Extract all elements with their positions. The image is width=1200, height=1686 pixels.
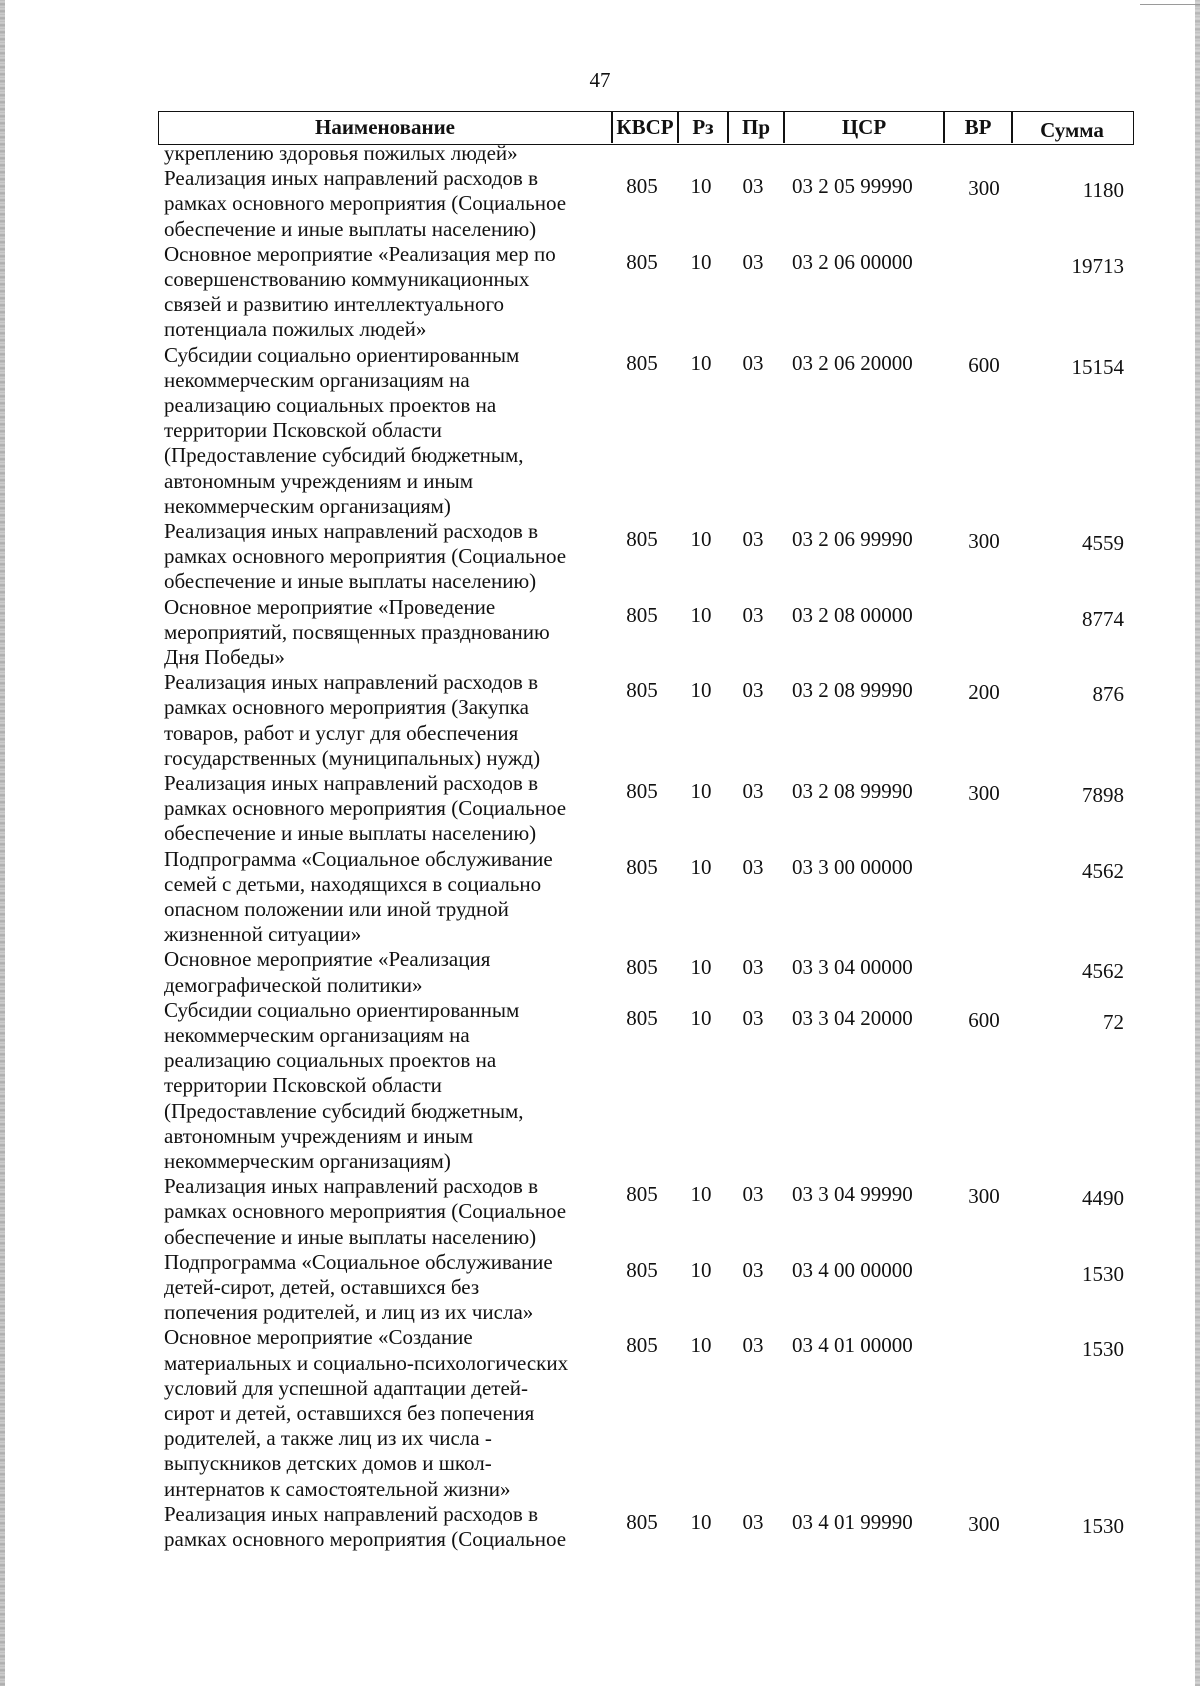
row-pr: 03 — [742, 249, 764, 274]
row-name: Реализация иных направлений расходов в рамках основного мероприятия (Социальное обеспечение и иные выплаты населению) — [164, 771, 567, 846]
table-row — [0, 141, 1200, 166]
row-csr: 03 2 05 99990 — [792, 174, 913, 199]
row-rz: 10 — [690, 955, 712, 980]
row-name: укреплению здоровья пожилых людей» — [164, 141, 518, 165]
table-header — [158, 111, 1134, 145]
row-sum: 4559 — [1082, 531, 1124, 555]
row-pr: 03 — [742, 174, 764, 199]
row-sum: 1180 — [1082, 178, 1124, 203]
scan-corner-mark — [1140, 4, 1200, 5]
row-name: Субсидии социально ориентированным некоммерческим организациям на реализацию социальных проектов на территории Псковской области (Предоставление субсидий бюджетным, автономным учреждениям и иным некоммерческим организациям) — [164, 342, 524, 518]
table-row — [0, 1325, 1200, 1501]
row-kvsr: 805 — [626, 1509, 658, 1534]
row-rz: 10 — [690, 678, 712, 703]
header-csr: ЦСР — [841, 115, 887, 139]
row-vr: 600 — [968, 1007, 1000, 1032]
row-kvsr: 805 — [626, 249, 658, 274]
row-name: Реализация иных направлений расходов в рамках основного мероприятия (Закупка товаров, работ и услуг для обеспечения государственных (муниципальных) нужд) — [164, 670, 541, 770]
row-csr: 03 2 08 99990 — [792, 779, 913, 803]
row-name: Основное мероприятие «Реализация демографической политики» — [164, 947, 491, 997]
row-sum: 4490 — [1082, 1186, 1124, 1211]
row-vr: 200 — [968, 680, 1000, 705]
row-rz: 10 — [690, 350, 712, 375]
row-name: Основное мероприятие «Создание материальных и социально-психологических условий для успешной адаптации детей- сирот и детей, оставшихся без попечения родителей, а также лиц из их числа - выпускников детских домов и школ- интернатов к самостоятельной жизни» — [164, 1325, 569, 1501]
row-rz: 10 — [690, 1182, 712, 1207]
table-row — [0, 1250, 1200, 1326]
row-csr: 03 4 01 99990 — [792, 1509, 913, 1534]
row-rz: 10 — [690, 779, 712, 803]
row-csr: 03 2 06 20000 — [792, 350, 913, 375]
row-name: Субсидии социально ориентированным некоммерческим организациям на реализацию социальных проектов на территории Псковской области (Предоставление субсидий бюджетным, автономным учреждениям и иным некоммерческим организациям) — [164, 997, 524, 1174]
table-row — [0, 847, 1200, 948]
row-csr: 03 4 01 00000 — [792, 1333, 913, 1358]
table-row — [0, 343, 1200, 519]
row-kvsr: 805 — [626, 955, 658, 980]
table-row — [0, 1502, 1200, 1552]
row-kvsr: 805 — [626, 1182, 658, 1207]
row-rz: 10 — [690, 1333, 712, 1358]
row-csr: 03 3 04 00000 — [792, 955, 913, 980]
row-vr: 300 — [968, 176, 1000, 201]
row-sum: 15154 — [1071, 354, 1124, 379]
table-row — [0, 242, 1200, 343]
row-rz: 10 — [690, 174, 712, 199]
row-kvsr: 805 — [626, 1333, 658, 1358]
row-pr: 03 — [742, 350, 764, 375]
row-sum: 19713 — [1071, 253, 1124, 278]
row-kvsr: 805 — [626, 602, 658, 627]
row-vr: 300 — [968, 1511, 1000, 1536]
row-rz: 10 — [690, 249, 712, 274]
row-vr: 300 — [968, 781, 1000, 805]
row-name: Основное мероприятие «Проведение мероприятий, посвященных празднованию Дня Победы» — [164, 594, 550, 669]
page-number: 47 — [589, 68, 611, 92]
row-pr: 03 — [742, 1509, 764, 1534]
header-sum: Сумма — [1040, 118, 1104, 142]
table-row — [0, 998, 1200, 1174]
row-csr: 03 4 00 00000 — [792, 1257, 913, 1282]
table-row — [0, 670, 1200, 771]
row-csr: 03 3 04 99990 — [792, 1182, 913, 1207]
row-pr: 03 — [742, 602, 764, 627]
row-sum: 1530 — [1082, 1513, 1124, 1538]
table-row — [0, 519, 1200, 595]
row-kvsr: 805 — [626, 779, 658, 803]
row-vr: 300 — [968, 529, 1000, 553]
row-kvsr: 805 — [626, 1257, 658, 1282]
table-row — [0, 947, 1200, 997]
table-row — [0, 166, 1200, 242]
row-pr: 03 — [742, 527, 764, 551]
row-kvsr: 805 — [626, 678, 658, 703]
header-vr: ВР — [964, 115, 992, 139]
header-name: Наименование — [315, 115, 455, 139]
row-name: Основное мероприятие «Реализация мер по совершенствованию коммуникационных связей и развитию интеллектуального потенциала пожилых людей» — [164, 241, 556, 342]
row-rz: 10 — [690, 1005, 712, 1030]
row-kvsr: 805 — [626, 527, 658, 551]
row-sum: 4562 — [1082, 858, 1124, 883]
row-sum: 7898 — [1082, 783, 1124, 807]
row-rz: 10 — [690, 602, 712, 627]
row-kvsr: 805 — [626, 1005, 658, 1030]
row-pr: 03 — [742, 1005, 764, 1030]
row-name: Подпрограмма «Социальное обслуживание детей-сирот, детей, оставшихся без попечения родителей, и лиц из их числа» — [164, 1249, 553, 1325]
row-sum: 8774 — [1082, 606, 1124, 631]
row-name: Реализация иных направлений расходов в рамках основного мероприятия (Социальное обеспечение и иные выплаты населению) — [164, 166, 567, 241]
row-pr: 03 — [742, 1257, 764, 1282]
row-pr: 03 — [742, 1182, 764, 1207]
row-csr: 03 2 08 99990 — [792, 678, 913, 703]
row-kvsr: 805 — [626, 854, 658, 879]
row-kvsr: 805 — [626, 350, 658, 375]
table-row — [0, 771, 1200, 847]
row-pr: 03 — [742, 779, 764, 803]
row-pr: 03 — [742, 854, 764, 879]
row-pr: 03 — [742, 678, 764, 703]
row-rz: 10 — [690, 1509, 712, 1534]
header-kvsr: КВСР — [616, 115, 674, 139]
header-pr: Пр — [741, 115, 770, 139]
row-csr: 03 3 04 20000 — [792, 1005, 913, 1030]
row-csr: 03 2 06 99990 — [792, 527, 913, 551]
row-csr: 03 3 00 00000 — [792, 854, 913, 879]
row-sum: 72 — [1103, 1009, 1124, 1034]
row-name: Реализация иных направлений расходов в рамках основного мероприятия (Социальное обеспечение и иные выплаты населению) — [164, 1174, 567, 1249]
row-csr: 03 2 06 00000 — [792, 249, 913, 274]
row-name: Подпрограмма «Социальное обслуживание семей с детьми, находящихся в социально опасном положении или иной трудной жизненной ситуации» — [164, 846, 553, 947]
row-pr: 03 — [742, 955, 764, 980]
row-kvsr: 805 — [626, 174, 658, 199]
row-sum: 1530 — [1082, 1337, 1124, 1362]
row-rz: 10 — [690, 1257, 712, 1282]
row-rz: 10 — [690, 527, 712, 551]
row-sum: 1530 — [1082, 1261, 1124, 1286]
table-row — [0, 595, 1200, 671]
row-vr: 600 — [968, 352, 1000, 377]
row-csr: 03 2 08 00000 — [792, 602, 913, 627]
header-rz: Рз — [692, 115, 714, 139]
row-pr: 03 — [742, 1333, 764, 1358]
row-name: Реализация иных направлений расходов в рамках основного мероприятия (Социальное — [164, 1501, 567, 1551]
row-sum: 4562 — [1082, 959, 1124, 984]
row-name: Реализация иных направлений расходов в рамках основного мероприятия (Социальное обеспечение и иные выплаты населению) — [164, 519, 567, 594]
row-sum: 876 — [1092, 682, 1124, 707]
row-rz: 10 — [690, 854, 712, 879]
row-vr: 300 — [968, 1184, 1000, 1209]
table-row — [0, 1174, 1200, 1250]
